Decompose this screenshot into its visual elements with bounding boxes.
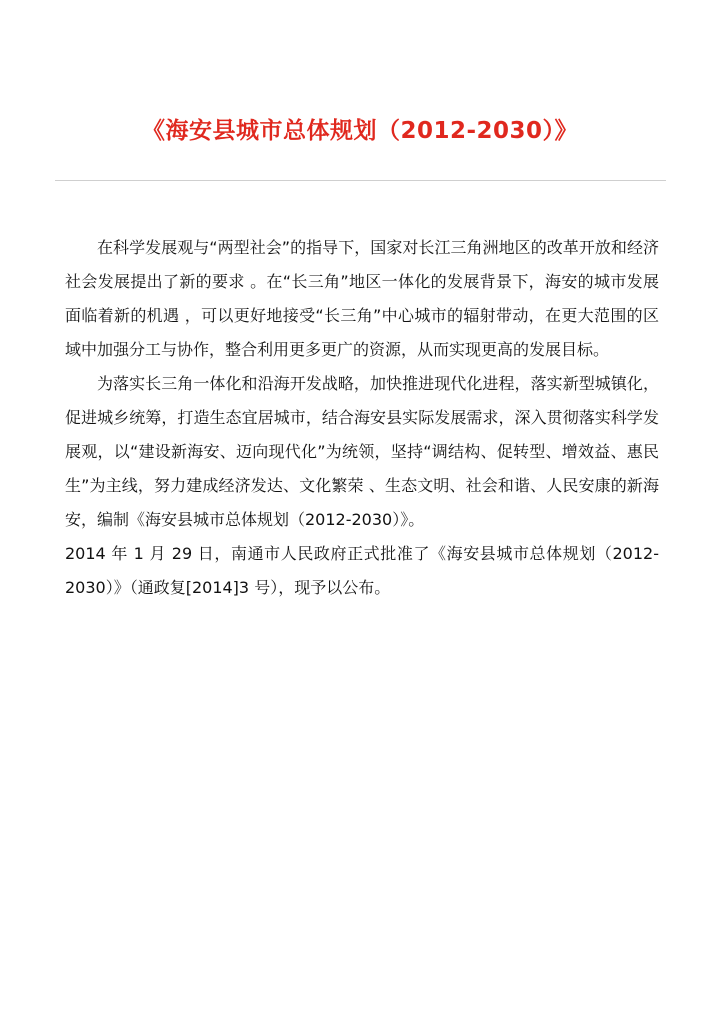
- title-divider: [55, 180, 666, 181]
- document-body: [65, 231, 659, 605]
- paragraph-background: 在科学发展观与“两型社会”的指导下，国家对长江三角洲地区的改革开放和经济社会发展提出了新的要求 。在“长三角”地区一体化的发展背景下，海安的城市发展面临着新的机遇 ，可以更好地接受“长三角”中心城市的辐射带动，在更大范围的区域中加强分工与协作，整合利用更多更广的资源，从而实现更高的发展目标。: [65, 238, 659, 359]
- document-title: 《海安县城市总体规划（2012-2030）》: [141, 118, 579, 144]
- paragraph-strategy: 为落实长三角一体化和沿海开发战略，加快推进现代化进程，落实新型城镇化，促进城乡统筹，打造生态宜居城市，结合海安县实际发展需求，深入贯彻落实科学发展观，以“建设新海安、迈向现代化”为统领，坚持“调结构、促转型、增效益、惠民生”为主线，努力建成经济发达、文化繁荣 、生态文明、社会和谐、人民安康的新海安，编制《海安县城市总体规划（2012-2030）》。: [65, 374, 659, 529]
- paragraph-approval: 2014 年 1 月 29 日，南通市人民政府正式批准了《海安县城市总体规划（2012-2030）》（通政复[2014]3 号），现予以公布。: [65, 544, 659, 597]
